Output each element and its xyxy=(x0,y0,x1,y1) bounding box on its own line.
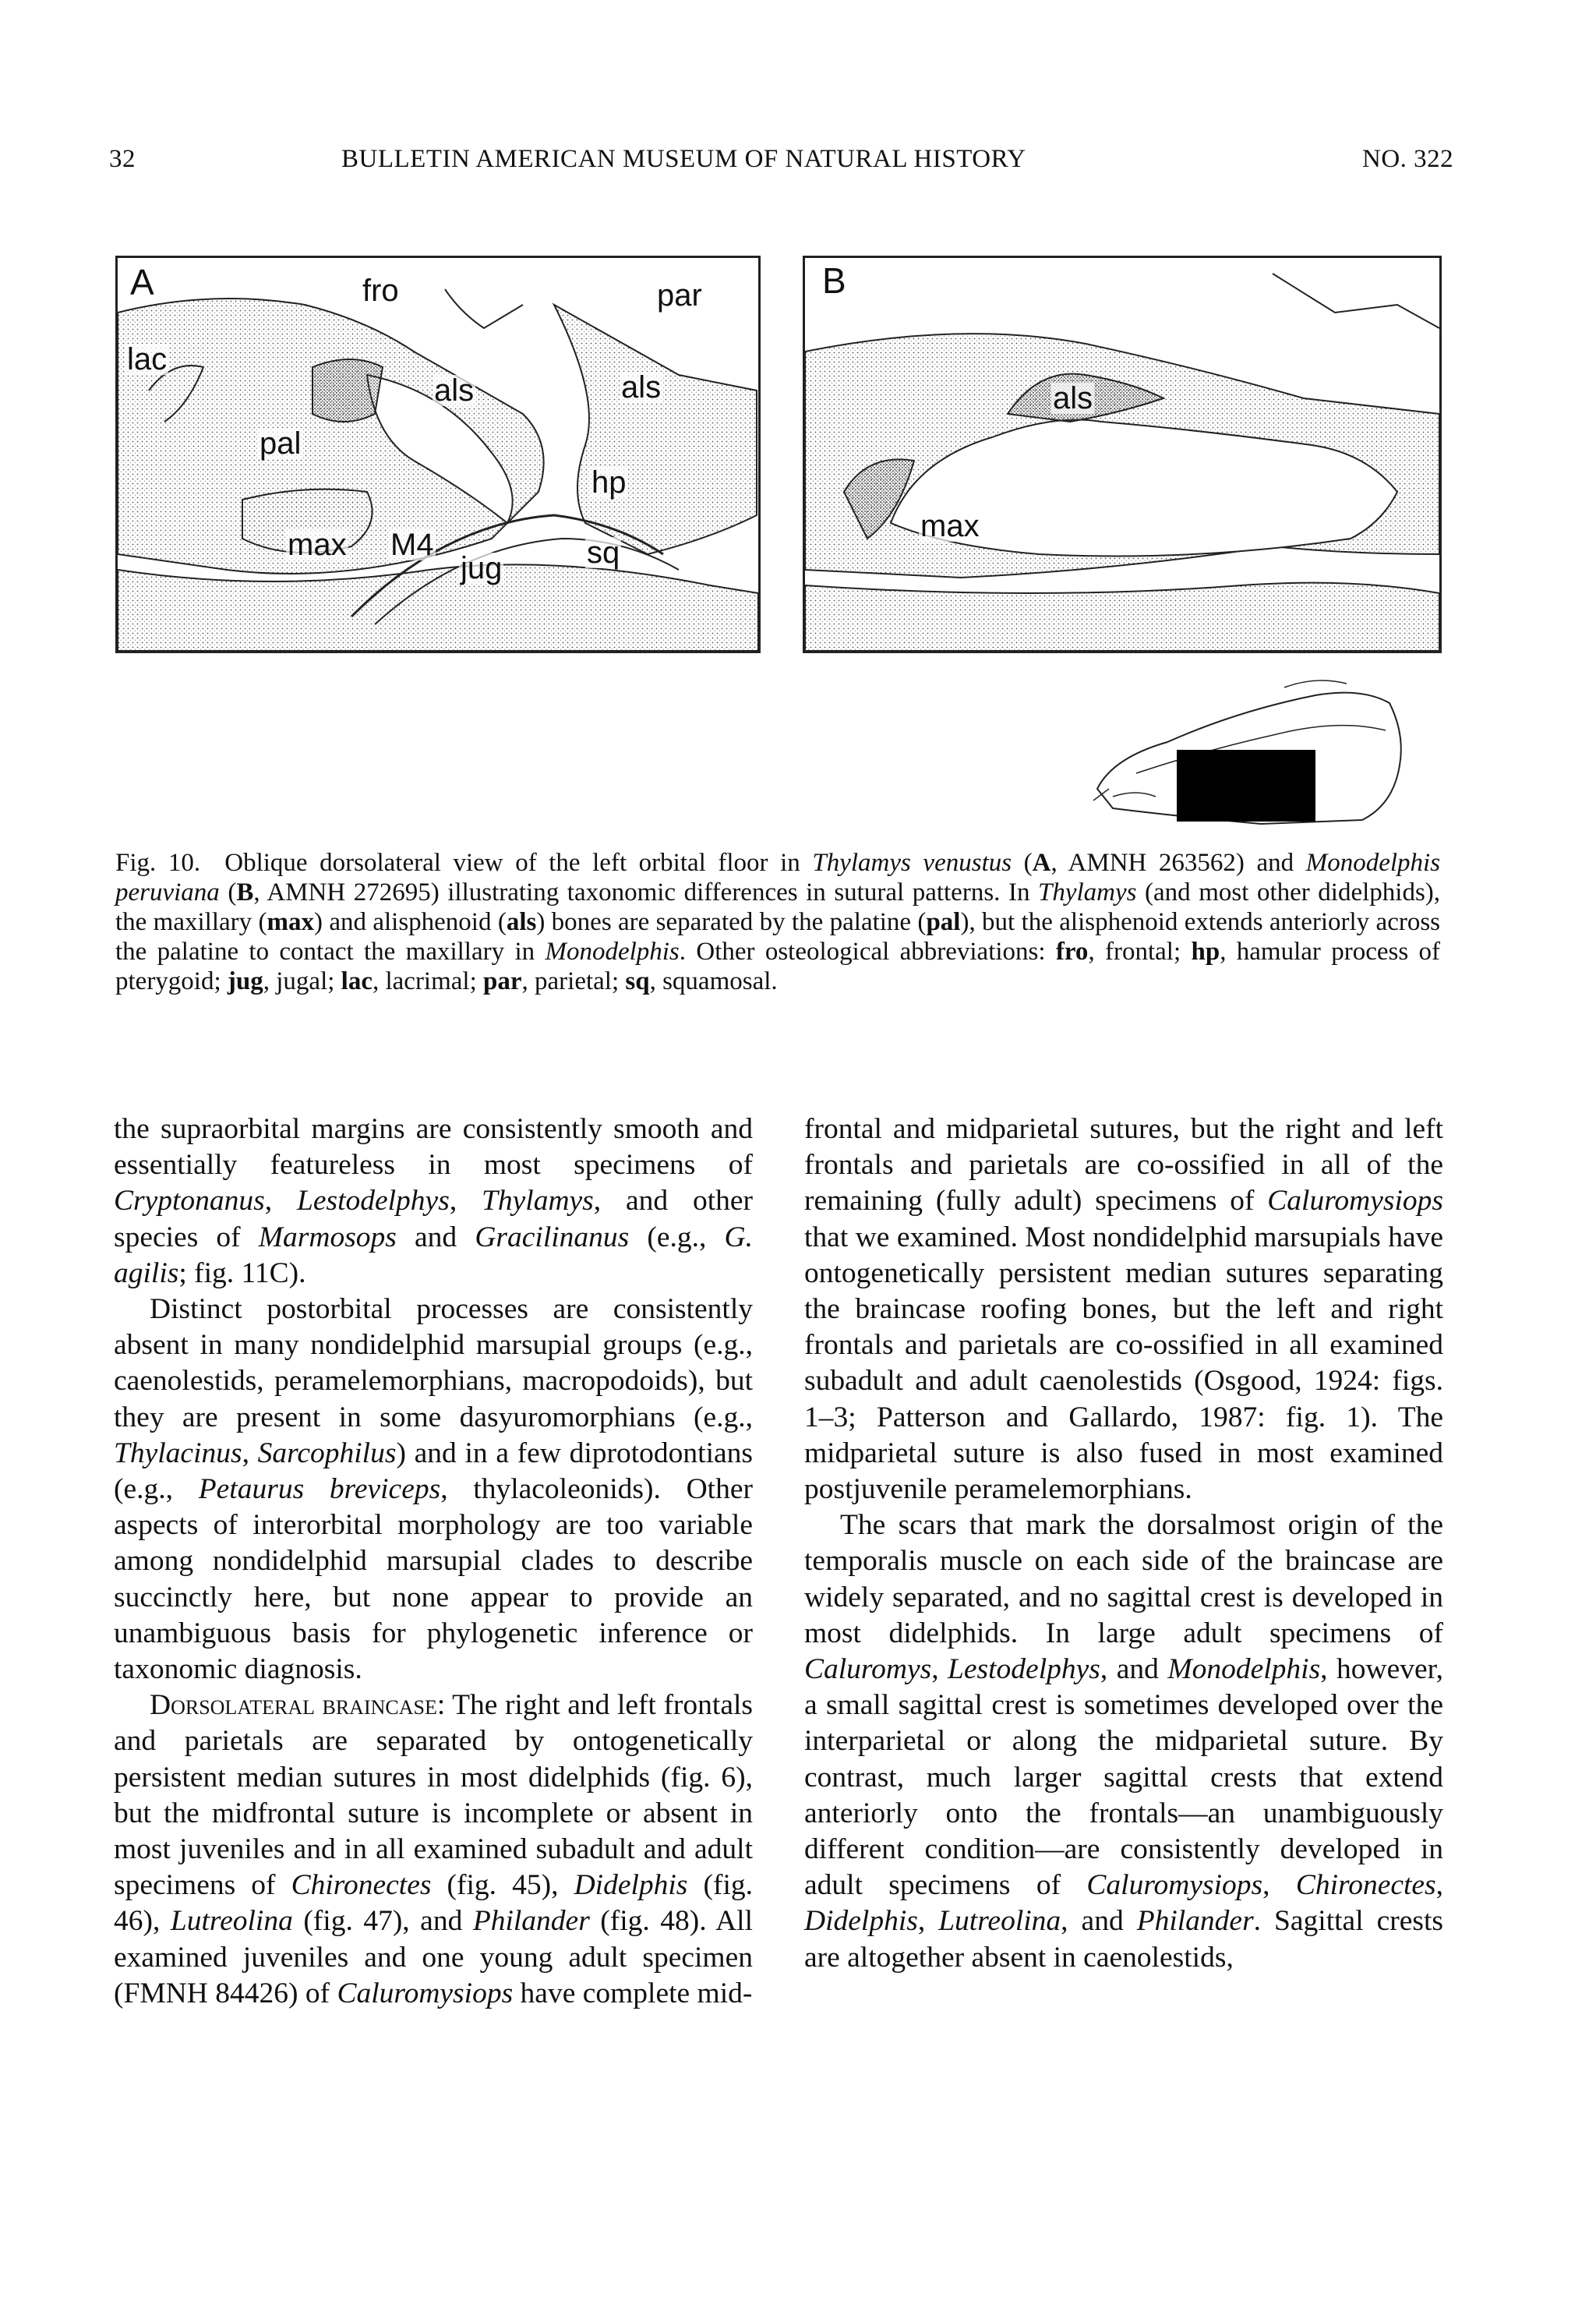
section-heading: Dorsolateral braincase: xyxy=(150,1689,446,1722)
label-par: par xyxy=(657,278,702,313)
redaction-box xyxy=(1177,750,1315,822)
label-pal: pal xyxy=(260,426,302,461)
figure-caption: Fig. 10. Oblique dorsolateral view of the left orbital floor in Thylamys venustus (A, AMNH 263562) and Monodelphis peruviana (B, AMNH 272695) illustrating taxonomic differences in sutural patterns. In Thylamys (and most other didelphids), the maxillary (max) and alisphenoid (als) bones are separated by the palatine (pal), but the alisphenoid extends anteriorly across the palatine to contact the maxillary in Monodelphis. Other osteological abbreviations: fro, frontal; hp, hamular process of pterygoid; jug, jugal; lac, lacrimal; par, parietal; sq, squamosal. xyxy=(115,849,1441,995)
label-max-b: max xyxy=(920,509,980,543)
label-als-b: als xyxy=(1053,381,1093,415)
panel-a-letter: A xyxy=(130,262,154,302)
label-hp: hp xyxy=(591,465,627,500)
right-paragraph-1: frontal and midparietal sutures, but the right and left frontals and parietals are co-ossified in all of the remaining (fully adult) specimens of Caluromysiops that we examined. Most nondidelphid marsupials have ontogenetically persistent median sutures separating the braincase roofing bones, but the left and right frontals and parietals are co-ossified in all examined subadult and adult caenolestids (Osgood, 1924: figs. 1–3; Patterson and Gallardo, 1987: fig. 1). The midparietal suture is also fused in most examined postjuvenile peramelemorphians. xyxy=(804,1113,1443,1506)
label-fro: fro xyxy=(362,274,399,308)
left-paragraph-3: Dorsolateral braincase: The right and left frontals and parietals are separated by ontogenetically persistent median sutures in most didelphids (fig. 6), but the midfrontal suture is incomplete or absent in most juveniles and in all examined subadult and adult specimens of Chironectes (fig. 45), Didelphis (fig. 46), Lutreolina (fig. 47), and Philander (fig. 48). All examined juveniles and one young adult specimen (FMNH 84426) of Caluromysiops have complete mid- xyxy=(114,1689,753,2009)
figure-panel-b xyxy=(803,256,1442,653)
right-paragraph-2: The scars that mark the dorsalmost origin of the temporalis muscle on each side of the braincase are widely separated, and no sagittal crest is developed in most didelphids. In large adult specimens of Caluromys, Lestodelphys, and Monodelphis, however, a small sagittal crest is sometimes developed over the interparietal or along the midparietal suture. By contrast, much larger sagittal crests that extend anteriorly onto the frontals—an unambiguously different condition—are consistently developed in adult specimens of Caluromysiops, Chironectes, Didelphis, Lutreolina, and Philander. Sagittal crests are altogether absent in caenolestids, xyxy=(804,1509,1444,1974)
label-m4: M4 xyxy=(390,528,434,562)
running-title: BULLETIN AMERICAN MUSEUM OF NATURAL HISTORY xyxy=(341,145,1026,173)
label-als-upper: als xyxy=(434,373,475,408)
label-jug: jug xyxy=(461,551,503,585)
left-paragraph-1: the supraorbital margins are consistently smooth and essentially featureless in most specimens of Cryptonanus, Lestodelphys, Thylamys, and other species of Marmosops and Gracilinanus (e.g., G. agilis; fig. 11C). xyxy=(114,1113,754,1289)
label-lac: lac xyxy=(127,342,168,376)
left-column xyxy=(114,1112,753,2012)
panel-a-drawing xyxy=(118,258,758,651)
issue-number: NO. 322 xyxy=(1362,145,1454,173)
left-paragraph-2: Distinct postorbital processes are consistently absent in many nondidelphid marsupial groups (e.g., caenolestids, peramelemorphians, macropodoids), but they are present in some dasyuromorphians (e.g., Thylacinus, Sarcophilus) and in a few diprotodontians (e.g., Petaurus breviceps, thylacoleonids). Other aspects of interorbital morphology are too variable among nondidelphid marsupial clades to describe succinctly here, but none appear to provide an unambiguous basis for phylogenetic inference or taxonomic diagnosis. xyxy=(114,1293,753,1686)
label-als-lower: als xyxy=(621,370,662,405)
page-number: 32 xyxy=(109,145,136,173)
label-max: max xyxy=(288,528,347,562)
label-sq: sq xyxy=(587,535,620,570)
panel-b-letter: B xyxy=(822,260,846,301)
figure-panel-a xyxy=(115,256,761,653)
panel-b-drawing xyxy=(805,258,1439,651)
right-column xyxy=(804,1112,1443,1976)
